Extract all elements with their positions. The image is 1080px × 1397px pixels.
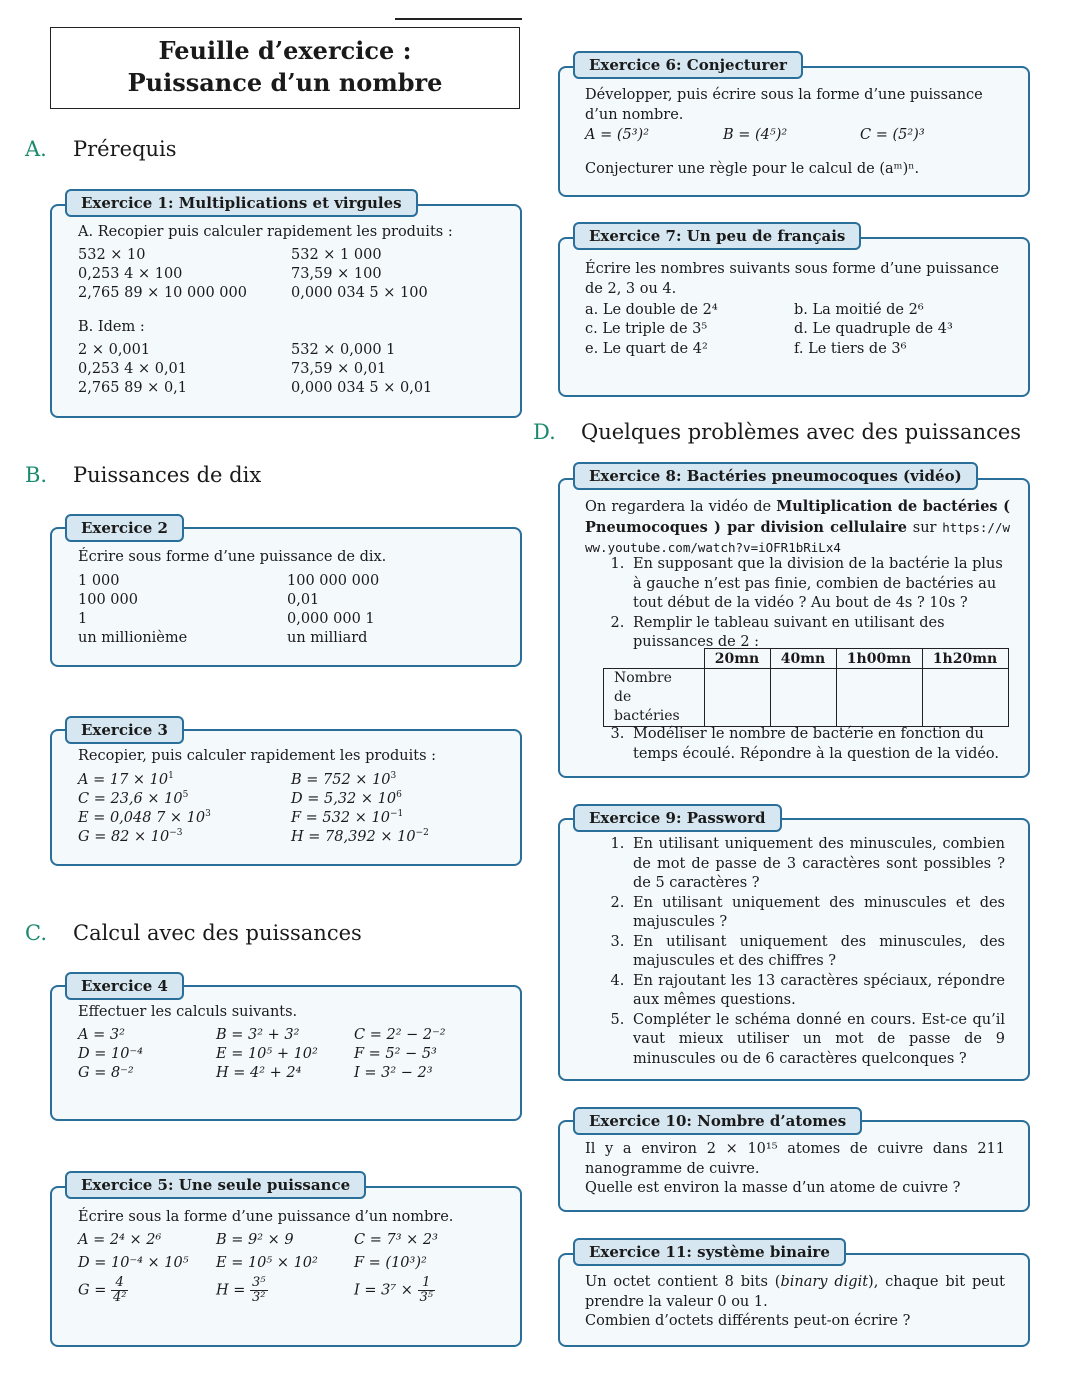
exercise-1-title: Exercice 1: Multiplications et virgules [65,189,418,217]
ex7-item-e: e. Le quart de 4² [585,341,708,357]
exercise-8-question-3 [585,725,1005,764]
section-letter: B. [25,463,48,487]
ex4-r1c2: B = 3² + 3² [216,1027,300,1043]
ex4-r1c3: C = 2² − 2⁻² [354,1027,446,1043]
ex1-b-r3c2: 0,000 034 5 × 0,01 [291,380,433,396]
ex4-r2c2: E = 10⁵ + 10² [216,1046,318,1062]
ex6-item-b: B = (4⁵)² [723,127,788,143]
ex3-r2c2 [291,790,402,807]
col-header: 20mn [704,649,770,669]
ex4-r3c2: H = 4² + 2⁴ [216,1065,302,1081]
exercise-6-title: Exercice 6: Conjecturer [573,51,803,79]
numerator: 4 [111,1276,128,1291]
ex1-b-r1c2: 532 × 0,000 1 [291,342,396,358]
table-cell[interactable] [704,669,770,727]
col-header: 1h00mn [836,649,922,669]
exponent: 3 [205,809,211,819]
ex3-r3c2 [291,809,403,826]
ex7-item-d: d. Le quadruple de 4³ [794,321,953,337]
section-c-heading [25,921,362,945]
question-3: 3. Modéliser le nombre de bactérie en fonction du temps écoulé. Répondre à la question de la vidéo. [629,725,1005,764]
ex3-r1c2 [291,771,396,788]
ex5-r2c1: D = 10⁻⁴ × 10⁵ [78,1255,189,1271]
table-cell[interactable] [770,669,836,727]
exercise-6-conclusion: Conjecturer une règle pour le calcul de (aᵐ)ⁿ. [585,161,920,177]
ex7-item-f: f. Le tiers de 3⁶ [794,341,907,357]
exercise-11-text [585,1273,1005,1332]
fraction [418,1276,435,1305]
expr: C = 23,6 × 10 [78,790,183,807]
expr: E = 0,048 7 × 10 [78,809,206,826]
exercise-10-title: Exercice 10: Nombre d’atomes [573,1107,862,1135]
exercise-11-title: Exercice 11: système binaire [573,1238,846,1266]
table-cell[interactable] [922,669,1008,727]
intro-text: sur [912,519,937,536]
line-1: Il y a environ 2 × 10¹⁵ atomes de cuivre dans 211 nanogramme de cuivre. [585,1141,1005,1177]
expr: H = 78,392 × 10 [291,828,416,845]
ex3-r3c1 [78,809,211,826]
ex4-r3c3: I = 3² − 2³ [354,1065,433,1081]
ex1-b-r2c1: 0,253 4 × 0,01 [78,361,187,377]
ex7-item-b: b. La moitié de 2⁶ [794,302,924,318]
expr: F = 532 × 10 [291,809,390,826]
ex3-r4c2 [291,828,429,845]
bacteria-table [603,648,1009,727]
numerator: 1 [418,1276,435,1291]
ex1-a-r2c1: 0,253 4 × 100 [78,266,183,282]
ex5-h [216,1276,268,1305]
col-header: 1h20mn [922,649,1008,669]
video-title: Multiplication de bactéries ( Pneumocoques ) par division cellulaire [585,498,1010,536]
label: G = [78,1282,107,1299]
ex3-r2c1 [78,790,188,807]
ex5-i [354,1276,435,1305]
exercise-1-intro-b: B. Idem : [78,319,145,335]
ex5-r2c2: E = 10⁵ × 10² [216,1255,318,1271]
exponent: −1 [389,809,404,819]
ex1-a-r2c2: 73,59 × 100 [291,266,382,282]
ex2-r1c1: 1 000 [78,573,120,589]
exercise-2-title: Exercice 2 [65,514,184,542]
ex1-a-r3c2: 0,000 034 5 × 100 [291,285,428,301]
exponent: 5 [182,790,189,800]
exercise-4-title: Exercice 4 [65,972,184,1000]
question-5: 5. Compléter le schéma donné en cours. Est-ce qu’il vaut mieux utiliser un mot de passe de 9 minuscules ou de 6 caractères quelconques ? [629,1011,1005,1070]
exercise-9-questions [585,835,1005,1069]
exercise-3-title: Exercice 3 [65,716,184,744]
line-2: Combien d’octets différents peut-on écrire ? [585,1313,911,1329]
intro-text: On regardera la vidéo de [585,499,772,515]
exponent: 6 [396,790,402,800]
page-title [50,27,520,109]
ex7-item-a: a. Le double de 2⁴ [585,302,718,318]
section-d-heading [533,420,1021,444]
expr: G = 82 × 10 [78,828,170,845]
ex6-item-c: C = (5²)³ [860,127,925,143]
question-2: 2. Remplir le tableau suivant en utilisant des puissances de 2 : [629,614,1005,653]
exponent: −3 [169,828,183,838]
exercise-4-intro: Effectuer les calculs suivants. [78,1004,298,1020]
question-4: 4. En rajoutant les 13 caractères spéciaux, répondre aux mêmes questions. [629,972,1005,1011]
fraction [250,1276,267,1305]
table-cell[interactable] [836,669,922,727]
section-label: Quelques problèmes avec des puissances [581,420,1022,444]
exercise-6-intro: Développer, puis écrire sous la forme d’une puissance d’un nombre. [585,87,983,123]
ex1-a-r1c1: 532 × 10 [78,247,146,263]
exercise-1-intro-a: A. Recopier puis calculer rapidement les produits : [78,224,453,240]
ex6-item-a: A = (5³)² [585,127,650,143]
question-3: 3. En utilisant uniquement des minuscules, des majuscules et des chiffres ? [629,933,1005,972]
ex2-r1c2: 100 000 000 [287,573,380,589]
ex5-r1c2: B = 9² × 9 [216,1232,294,1248]
ex5-r1c1: A = 2⁴ × 2⁶ [78,1232,162,1248]
exercise-7-title: Exercice 7: Un peu de français [573,222,861,250]
exponent: 1 [168,771,174,781]
col-header: 40mn [770,649,836,669]
expr: A = 17 × 10 [78,771,169,788]
title-line-1: Feuille d’exercice : [158,36,412,65]
section-label: Prérequis [73,137,177,161]
ex2-r2c2: 0,01 [287,592,320,608]
video-link[interactable]: https://www.youtube.com/watch?v=iOFR1bRiLx4 [585,519,1010,555]
title-line-2: Puissance d’un nombre [127,68,443,97]
expr: B = 752 × 10 [291,771,391,788]
ex4-r2c3: F = 5² − 5³ [354,1046,437,1062]
numerator: 3⁵ [252,1275,266,1290]
ex1-b-r3c1: 2,765 89 × 0,1 [78,380,187,396]
ex2-r2c1: 100 000 [78,592,138,608]
empty-corner [604,649,705,669]
ex4-r3c1: G = 8⁻² [78,1065,134,1081]
emphasis: binary digit [780,1274,869,1290]
ex7-item-c: c. Le triple de 3⁵ [585,321,708,337]
ex5-r1c3: C = 7³ × 2³ [354,1232,438,1248]
section-label: Calcul avec des puissances [73,921,362,945]
exercise-3-intro: Recopier, puis calculer rapidement les produits : [78,748,437,764]
ex1-b-r2c2: 73,59 × 0,01 [291,361,387,377]
ex2-r4c1: un millionième [78,630,188,646]
question-2: 2. En utilisant uniquement des minuscules et des majuscules ? [629,894,1005,933]
ex5-g [78,1276,128,1305]
label: I = 3⁷ × [354,1282,413,1299]
line-1 [585,1273,1005,1312]
exercise-5-title: Exercice 5: Une seule puissance [65,1171,366,1199]
question-1: 1. En utilisant uniquement des minuscules, combien de mot de passe de 3 caractères sont possibles ? de 5 caractères ? [629,835,1005,894]
ex2-r3c1: 1 [78,611,88,627]
ex1-b-r1c1: 2 × 0,001 [78,342,151,358]
ex1-a-r1c2: 532 × 1 000 [291,247,382,263]
text: Un octet contient 8 bits ( [585,1274,781,1290]
denominator: 4² [112,1290,127,1305]
exercise-8-intro [585,497,1010,559]
ex4-r2c1: D = 10⁻⁴ [78,1046,143,1062]
exercise-2-intro: Écrire sous forme d’une puissance de dix. [78,549,387,565]
ex5-r2c3: F = (10³)² [354,1255,427,1271]
section-letter: D. [533,420,556,444]
exercise-7-intro: Écrire les nombres suivants sous forme d’une puissance de 2, 3 ou 4. [585,261,999,297]
exponent: 3 [390,771,397,781]
ex3-r4c1 [78,828,183,845]
ex1-a-r3c1: 2,765 89 × 10 000 000 [78,285,247,301]
section-letter: A. [25,137,47,161]
expr: D = 5,32 × 10 [291,790,397,807]
exercise-8-questions [585,555,1005,653]
section-label: Puissances de dix [73,463,262,487]
exponent: −2 [415,828,429,838]
denominator: 3² [252,1290,266,1305]
ex3-r1c1 [78,771,174,788]
denominator: 3⁵ [419,1290,433,1305]
exercise-9-title: Exercice 9: Password [573,804,782,832]
label: H = [216,1282,246,1299]
section-a-heading [25,137,177,161]
fraction [111,1276,128,1305]
question-1: 1. En supposant que la division de la bactérie la plus à gauche n’est pas finie, combien de bactéries au tout début de la vidéo ? Au bout de 4s ? 10s ? [629,555,1005,614]
ex2-r3c2: 0,000 000 1 [287,611,375,627]
exercise-5-intro: Écrire sous la forme d’une puissance d’un nombre. [78,1209,454,1225]
ex2-r4c2: un milliard [287,630,368,646]
ex4-r1c1: A = 3² [78,1027,125,1043]
section-letter: C. [25,921,47,945]
line-2: Quelle est environ la masse d’un atome de cuivre ? [585,1180,961,1196]
title-rule [395,18,522,20]
exercise-10-text [585,1140,1005,1199]
row-label: Nombre de bactéries [604,669,705,727]
text: ), chaque bit peut prendre la valeur 0 ou 1. [585,1274,1005,1310]
exercise-8-title: Exercice 8: Bactéries pneumocoques (vidéo) [573,462,978,490]
section-b-heading [25,463,261,487]
